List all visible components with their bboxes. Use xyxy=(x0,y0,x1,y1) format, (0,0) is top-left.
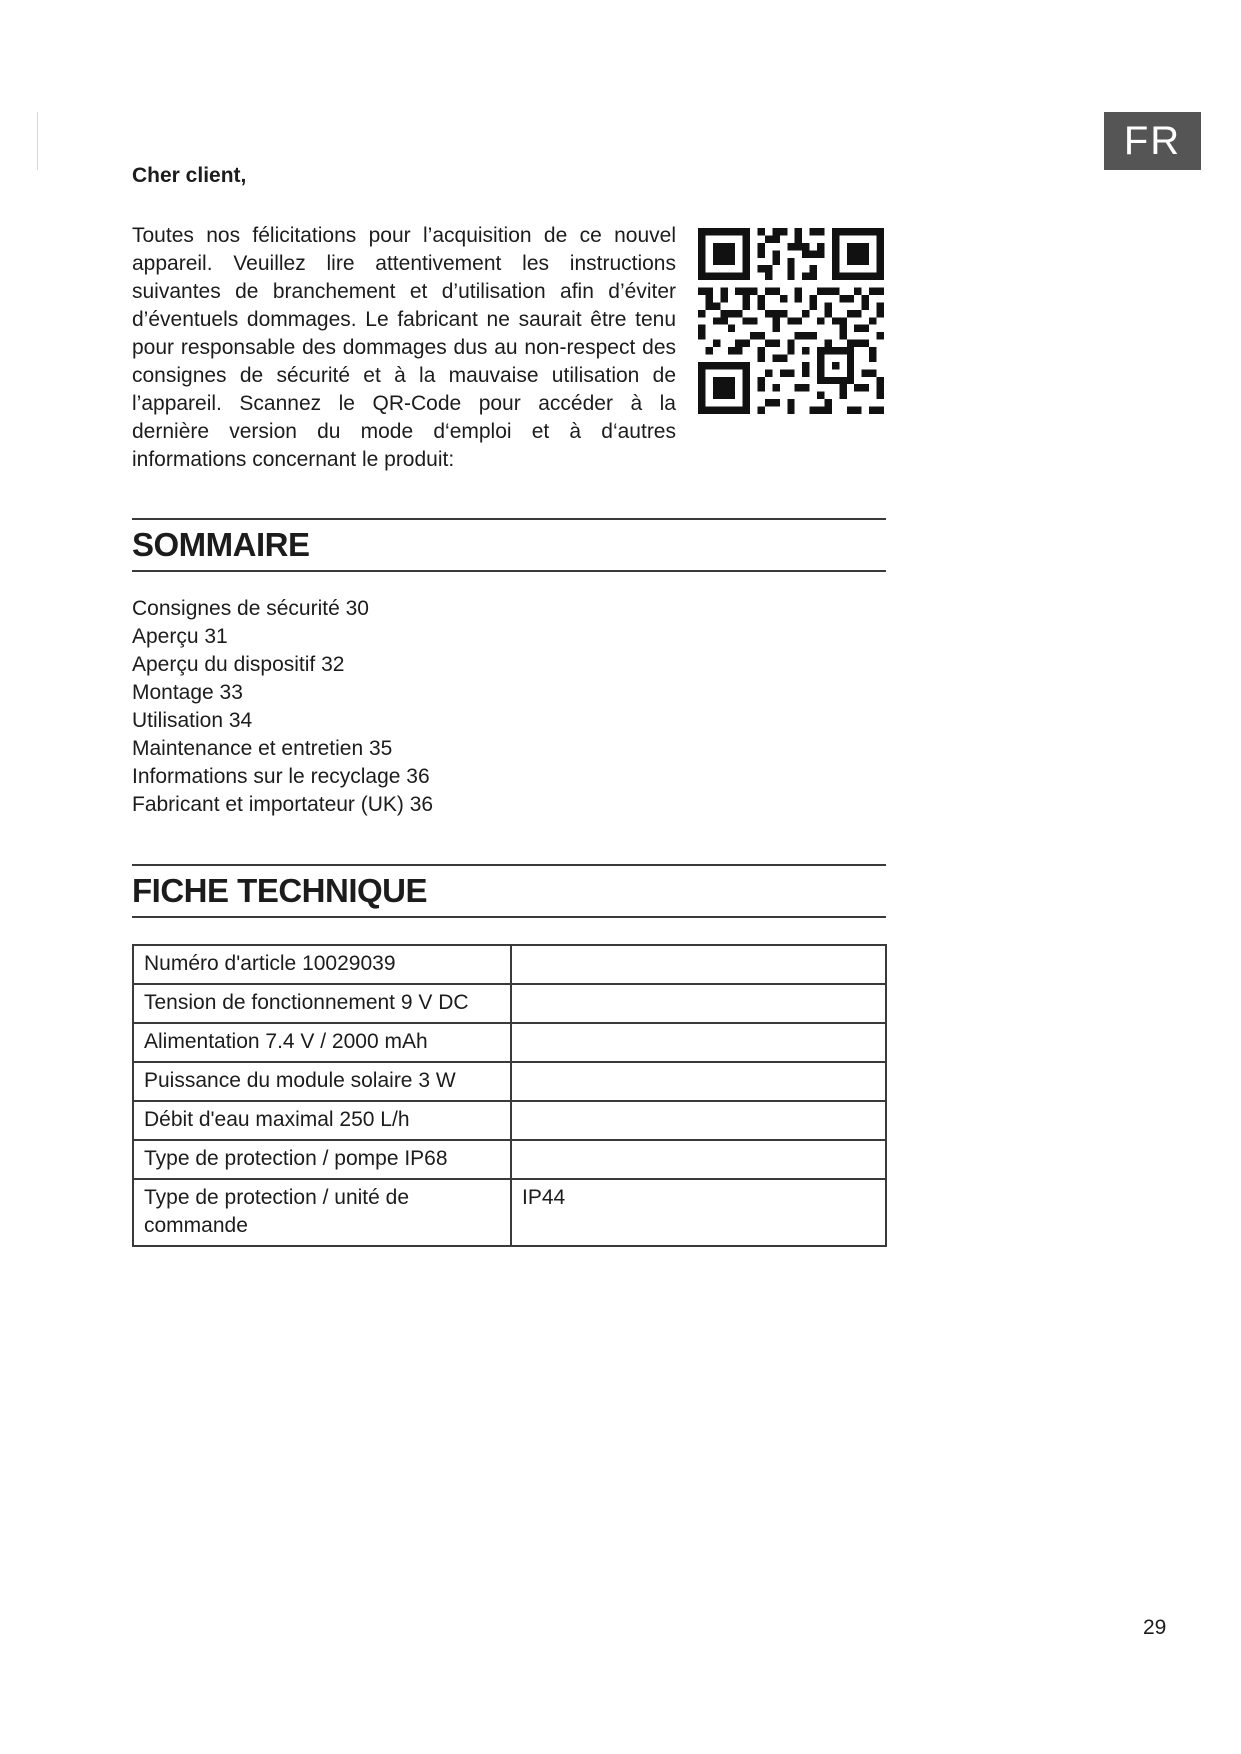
specs-rule-top xyxy=(132,864,886,866)
spec-label: Numéro d'article 10029039 xyxy=(133,945,511,984)
specs-heading: FICHE TECHNIQUE xyxy=(132,872,428,909)
spec-label: Type de protection / pompe IP68 xyxy=(133,1140,511,1179)
toc-item[interactable]: Fabricant et importateur (UK) 36 xyxy=(132,793,434,816)
toc-item[interactable]: Maintenance et entretien 35 xyxy=(132,737,393,760)
table-row xyxy=(133,1101,886,1140)
spec-label: Alimentation 7.4 V / 2000 mAh xyxy=(133,1023,511,1062)
table-row xyxy=(133,945,886,984)
toc-item[interactable]: Consignes de sécurité 30 xyxy=(132,597,369,620)
toc-item[interactable]: Aperçu du dispositif 32 xyxy=(132,653,345,676)
page-number: 29 xyxy=(1143,1616,1167,1639)
table-row xyxy=(133,1023,886,1062)
spec-label: Puissance du module solaire 3 W xyxy=(133,1062,511,1101)
specs-table xyxy=(132,944,887,1247)
table-of-contents xyxy=(132,595,433,819)
toc-rule-top xyxy=(132,518,886,520)
toc-rule-bottom xyxy=(132,570,886,572)
spec-label: Type de protection / unité de commande xyxy=(133,1179,511,1246)
spec-label: Débit d'eau maximal 250 L/h xyxy=(133,1101,511,1140)
greeting: Cher client, xyxy=(132,164,247,187)
spec-label: Tension de fonctionnement 9 V DC xyxy=(133,984,511,1023)
toc-item[interactable]: Montage 33 xyxy=(132,681,243,704)
toc-heading: SOMMAIRE xyxy=(132,526,310,563)
spec-value: IP44 xyxy=(511,1179,886,1246)
spec-value xyxy=(511,1023,886,1062)
table-row xyxy=(133,1179,886,1246)
intro-paragraph: Toutes nos félicitations pour l’acquisition de ce nouvel appareil. Veuillez lire attentivement les instructions suivantes de branchement et d’utilisation afin d’éviter d’éventuels dommages. Le fabricant ne saurait être tenu pour responsable des dommages dus au non-respect des consignes de sécurité et à la mauvaise utilisation de l’appareil. Scannez le QR-Code pour accéder à la dernière version du mode d‘emploi et à d‘autres informations concernant le produit: xyxy=(132,224,676,471)
qr-code-icon[interactable] xyxy=(698,228,884,414)
toc-item[interactable]: Utilisation 34 xyxy=(132,709,253,732)
toc-item[interactable]: Aperçu 31 xyxy=(132,625,228,648)
spec-value xyxy=(511,1101,886,1140)
toc-item[interactable]: Informations sur le recyclage 36 xyxy=(132,765,430,788)
language-tab: FR xyxy=(1104,112,1201,170)
spec-value xyxy=(511,1062,886,1101)
table-row xyxy=(133,1062,886,1101)
page-edge-line xyxy=(37,112,38,170)
table-row xyxy=(133,984,886,1023)
specs-rule-bottom xyxy=(132,916,886,918)
spec-value xyxy=(511,945,886,984)
spec-value xyxy=(511,984,886,1023)
spec-value xyxy=(511,1140,886,1179)
table-row xyxy=(133,1140,886,1179)
